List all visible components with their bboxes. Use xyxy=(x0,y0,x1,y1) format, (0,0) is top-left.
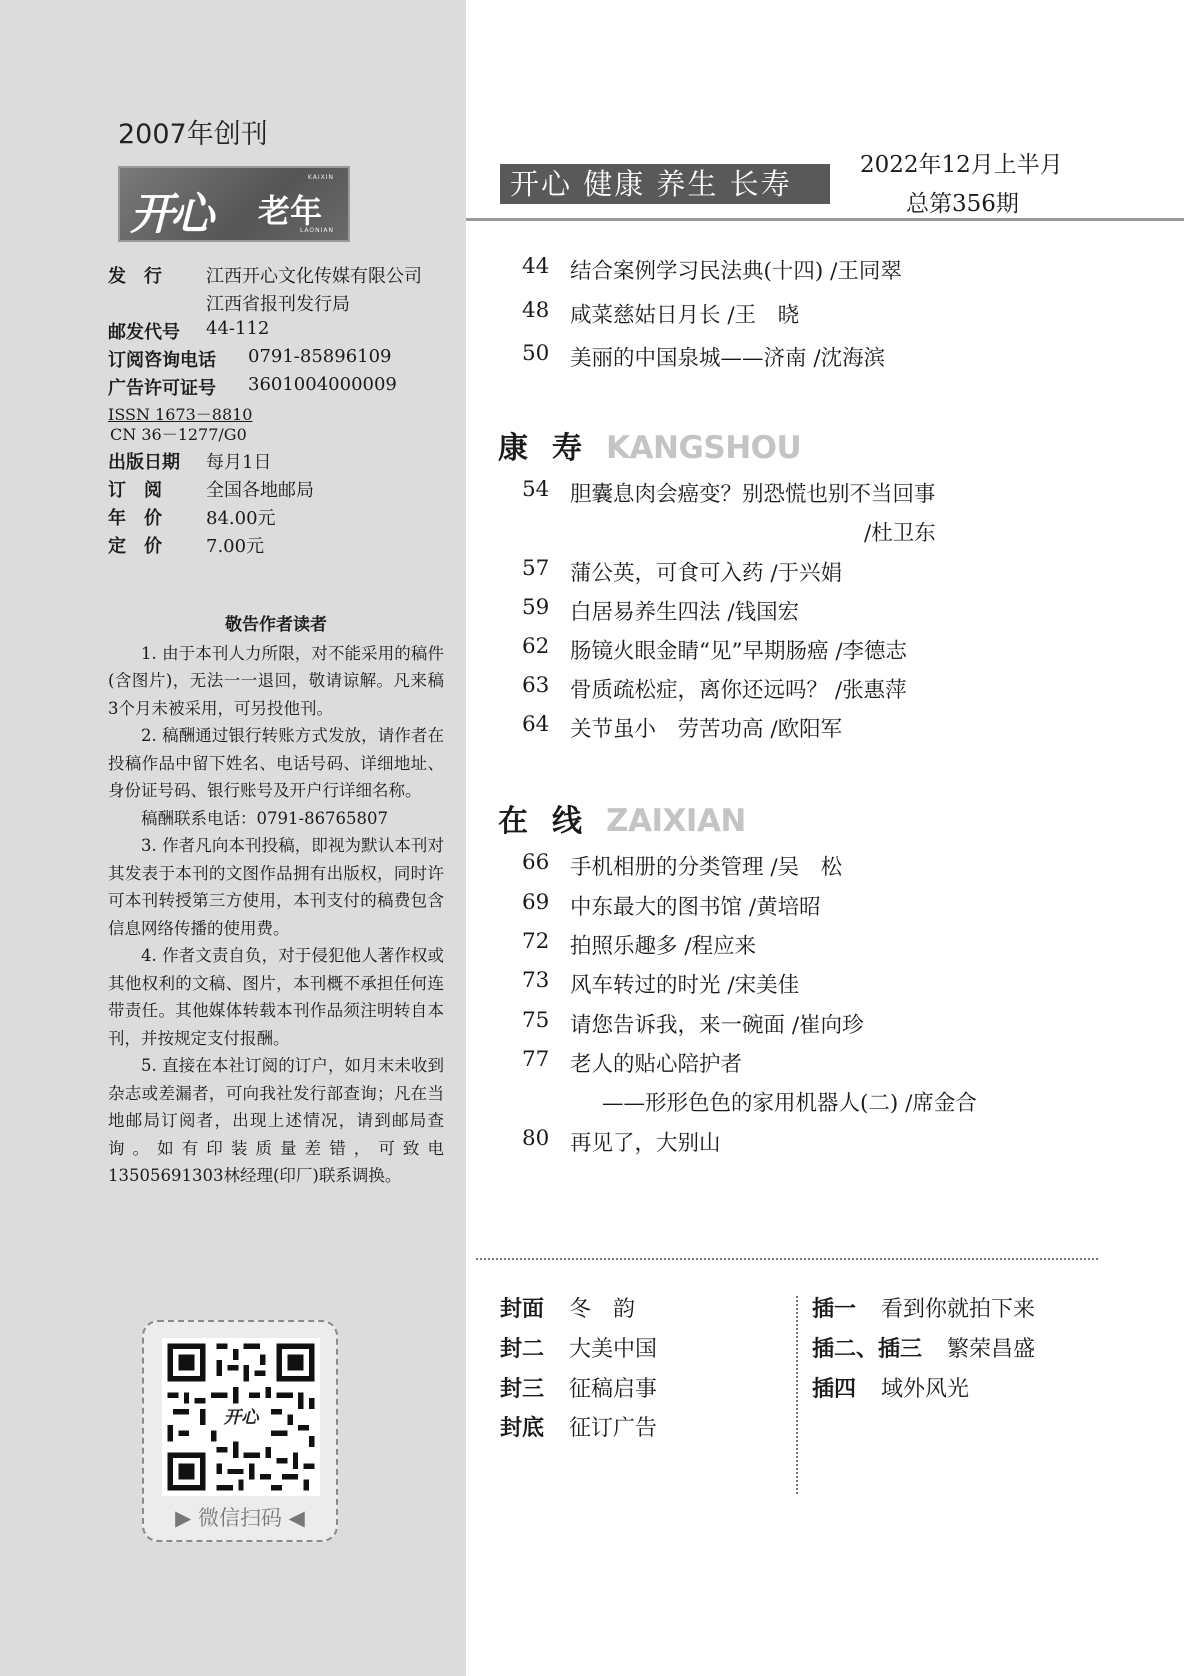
issue-date: 2022年12月上半月 xyxy=(860,152,1063,178)
pubinfo-label: 邮发代号 xyxy=(108,322,180,343)
pubinfo-value: 3601004000009 xyxy=(248,374,397,395)
toc-title: 美丽的中国泉城——济南 /沈海滨 xyxy=(570,346,886,371)
pubinfo-row xyxy=(108,448,453,476)
toc-title: 咸菜慈姑日月长 /王 晓 xyxy=(570,303,800,328)
toc-title: 拍照乐趣多 /程应来 xyxy=(570,934,757,959)
toc-title: 再见了，大别山 xyxy=(570,1131,721,1156)
section-title-en: ZAIXIAN xyxy=(606,803,746,839)
insert-value: 看到你就拍下来 xyxy=(881,1297,1036,1322)
toc-title: 关节虽小 劳苦功高 /欧阳军 xyxy=(570,717,843,742)
toc-page: 66 xyxy=(522,850,550,875)
pubinfo-value: 江西开心文化传媒有限公司 xyxy=(206,266,422,287)
toc-page: 59 xyxy=(522,595,550,620)
toc-page: 44 xyxy=(522,254,550,279)
pubinfo-label: 定 价 xyxy=(108,536,162,557)
toc-page: 50 xyxy=(522,341,550,366)
toc-page: 62 xyxy=(522,634,550,659)
pubinfo-value: 每月1日 xyxy=(206,452,272,473)
pubinfo-value: 44-112 xyxy=(206,318,270,339)
cover-label: 封面 xyxy=(500,1297,545,1322)
logo-sub-text: 老年 xyxy=(258,192,323,230)
insert-item xyxy=(812,1372,969,1403)
toc-page: 69 xyxy=(522,890,550,915)
notice-paragraph: 5. 直接在本社订阅的订户，如月末未收到杂志或差漏者，可向我社发行部查询；凡在当地邮局订阅者，出现上述情况，请到邮局查询。如有印装质量差错，可致电13505691303林经理(印厂)联系调换。 xyxy=(108,1056,444,1185)
cover-item xyxy=(500,1411,657,1442)
pubinfo-row xyxy=(108,262,453,290)
notice-paragraph: 1. 由于本刊人力所限，对不能采用的稿件(含图片)，无法一一退回，敬请谅解。凡来稿3个月未被采用，可另投他刊。 xyxy=(108,643,444,718)
pubinfo-label: 订阅咨询电话 xyxy=(108,350,216,371)
section-title-en: KANGSHOU xyxy=(606,430,802,466)
toc-title: 请您告诉我，来一碗面 /崔向珍 xyxy=(570,1013,864,1038)
magazine-logo xyxy=(118,166,350,242)
pubinfo-label: 年 价 xyxy=(108,508,162,529)
issn: ISSN 1673－8810 xyxy=(108,405,253,424)
header-rule xyxy=(466,218,1184,221)
pubinfo-row xyxy=(108,532,453,560)
cover-value: 冬 韵 xyxy=(569,1297,636,1322)
insert-item xyxy=(812,1332,1035,1363)
slogan-banner: 开心 健康 养生 长寿 xyxy=(500,164,830,204)
toc-page: 75 xyxy=(522,1008,550,1033)
cover-label: 封二 xyxy=(500,1337,545,1362)
pubinfo-row xyxy=(108,290,453,318)
issue-number: 总第356期 xyxy=(906,191,1019,217)
toc-page: 48 xyxy=(522,298,550,323)
logo-pinyin-top: KAIXIN xyxy=(307,174,334,181)
founded-year: 2007年创刊 xyxy=(118,119,268,150)
section-title-cn: 在线 xyxy=(498,804,606,839)
insert-item xyxy=(812,1292,1035,1323)
notice-title: 敬告作者读者 xyxy=(225,615,327,635)
toc-page: 80 xyxy=(522,1126,550,1151)
section-title-cn: 康寿 xyxy=(498,431,606,466)
notice-paragraph: 稿酬联系电话：0791-86765807 xyxy=(141,808,389,828)
pubinfo-row xyxy=(108,374,453,402)
toc-title-continued: ——形形色色的家用机器人(二) /席金合 xyxy=(602,1091,977,1116)
pubinfo-value: 0791-85896109 xyxy=(248,346,392,367)
pubinfo-label: 出版日期 xyxy=(108,452,180,473)
cover-label: 封三 xyxy=(500,1377,545,1402)
qr-code[interactable] xyxy=(162,1338,320,1496)
cover-item xyxy=(500,1292,635,1323)
cover-value: 征稿启事 xyxy=(569,1377,658,1402)
pubinfo-value: 全国各地邮局 xyxy=(206,480,314,501)
wechat-qr-panel xyxy=(142,1320,338,1542)
toc-page: 72 xyxy=(522,929,550,954)
insert-value: 域外风光 xyxy=(881,1377,970,1402)
toc-title-continued: /杜卫东 xyxy=(864,521,936,546)
toc-page: 54 xyxy=(522,477,550,502)
qr-caption: ▶ 微信扫码 ◀ xyxy=(175,1506,305,1530)
cover-item xyxy=(500,1332,657,1363)
toc-page: 63 xyxy=(522,673,550,698)
qr-code-icon xyxy=(162,1338,320,1496)
toc-title: 手机相册的分类管理 /吴 松 xyxy=(570,855,843,880)
pubinfo-label: 发 行 xyxy=(108,266,162,287)
toc-title: 骨质疏松症，离你还远吗？ /张惠萍 xyxy=(570,678,907,703)
notice-paragraph: 3. 作者凡向本刊投稿，即视为默认本刊对其发表于本刊的文图作品拥有出版权，同时许可本刊转授第三方使用，本刊支付的稿费包含信息网络传播的使用费。 xyxy=(108,836,444,938)
cover-value: 大美中国 xyxy=(569,1337,658,1362)
cn-number: CN 36－1277/G0 xyxy=(110,425,247,444)
svg-text:开心: 开心 xyxy=(223,1407,259,1428)
notice-paragraph: 4. 作者文责自负，对于侵犯他人著作权或其他权利的文稿、图片，本刊概不承担任何连带责任。其他媒体转载本刊作品须注明转自本刊，并按规定支付报酬。 xyxy=(108,946,444,1048)
toc-title: 胆囊息肉会癌变？别恐慌也别不当回事 xyxy=(570,482,936,507)
pubinfo-label: 订 阅 xyxy=(108,480,162,501)
toc-title: 中东最大的图书馆 /黄培昭 xyxy=(570,895,821,920)
pubinfo-label: 广告许可证号 xyxy=(108,378,216,399)
divider xyxy=(476,1258,1098,1260)
cover-item xyxy=(500,1372,657,1403)
toc-title: 老人的贴心陪护者 xyxy=(570,1052,743,1077)
toc-page: 77 xyxy=(522,1047,550,1072)
toc-page: 73 xyxy=(522,968,550,993)
pubinfo-row xyxy=(108,318,453,346)
insert-label: 插四 xyxy=(812,1377,857,1402)
insert-value: 繁荣昌盛 xyxy=(947,1337,1036,1362)
toc-page: 64 xyxy=(522,712,550,737)
insert-label: 插二、插三 xyxy=(812,1337,923,1362)
pubinfo-value: 84.00元 xyxy=(206,508,276,529)
pubinfo-value: 江西省报刊发行局 xyxy=(206,294,350,315)
toc-title: 肠镜火眼金睛“见”早期肠癌 /李德志 xyxy=(570,639,908,664)
toc-title: 白居易养生四法 /钱国宏 xyxy=(570,600,800,625)
logo-pinyin-bottom: LAONIAN xyxy=(299,227,334,234)
divider xyxy=(796,1296,798,1494)
toc-title: 风车转过的时光 /宋美佳 xyxy=(570,973,800,998)
pubinfo-value: 7.00元 xyxy=(206,536,265,557)
cover-value: 征订广告 xyxy=(569,1416,658,1441)
pubinfo-row xyxy=(108,346,453,374)
cover-label: 封底 xyxy=(500,1416,545,1441)
author-reader-notice xyxy=(108,612,444,1190)
section-kangshou xyxy=(498,423,801,467)
insert-label: 插一 xyxy=(812,1297,857,1322)
toc-title: 结合案例学习民法典(十四) /王同翠 xyxy=(570,259,902,284)
publication-info xyxy=(108,262,453,560)
section-zaixian xyxy=(498,796,746,840)
pubinfo-row xyxy=(108,476,453,504)
toc-page: 57 xyxy=(522,556,550,581)
notice-paragraph: 2. 稿酬通过银行转账方式发放，请作者在投稿作品中留下姓名、电话号码、详细地址、身份证号码、银行账号及开户行详细名称。 xyxy=(108,726,444,800)
logo-main-text: 开心 xyxy=(130,189,210,240)
pubinfo-row xyxy=(108,504,453,532)
sidebar xyxy=(0,0,466,1676)
toc-title: 蒲公英，可食可入药 /于兴娟 xyxy=(570,561,843,586)
